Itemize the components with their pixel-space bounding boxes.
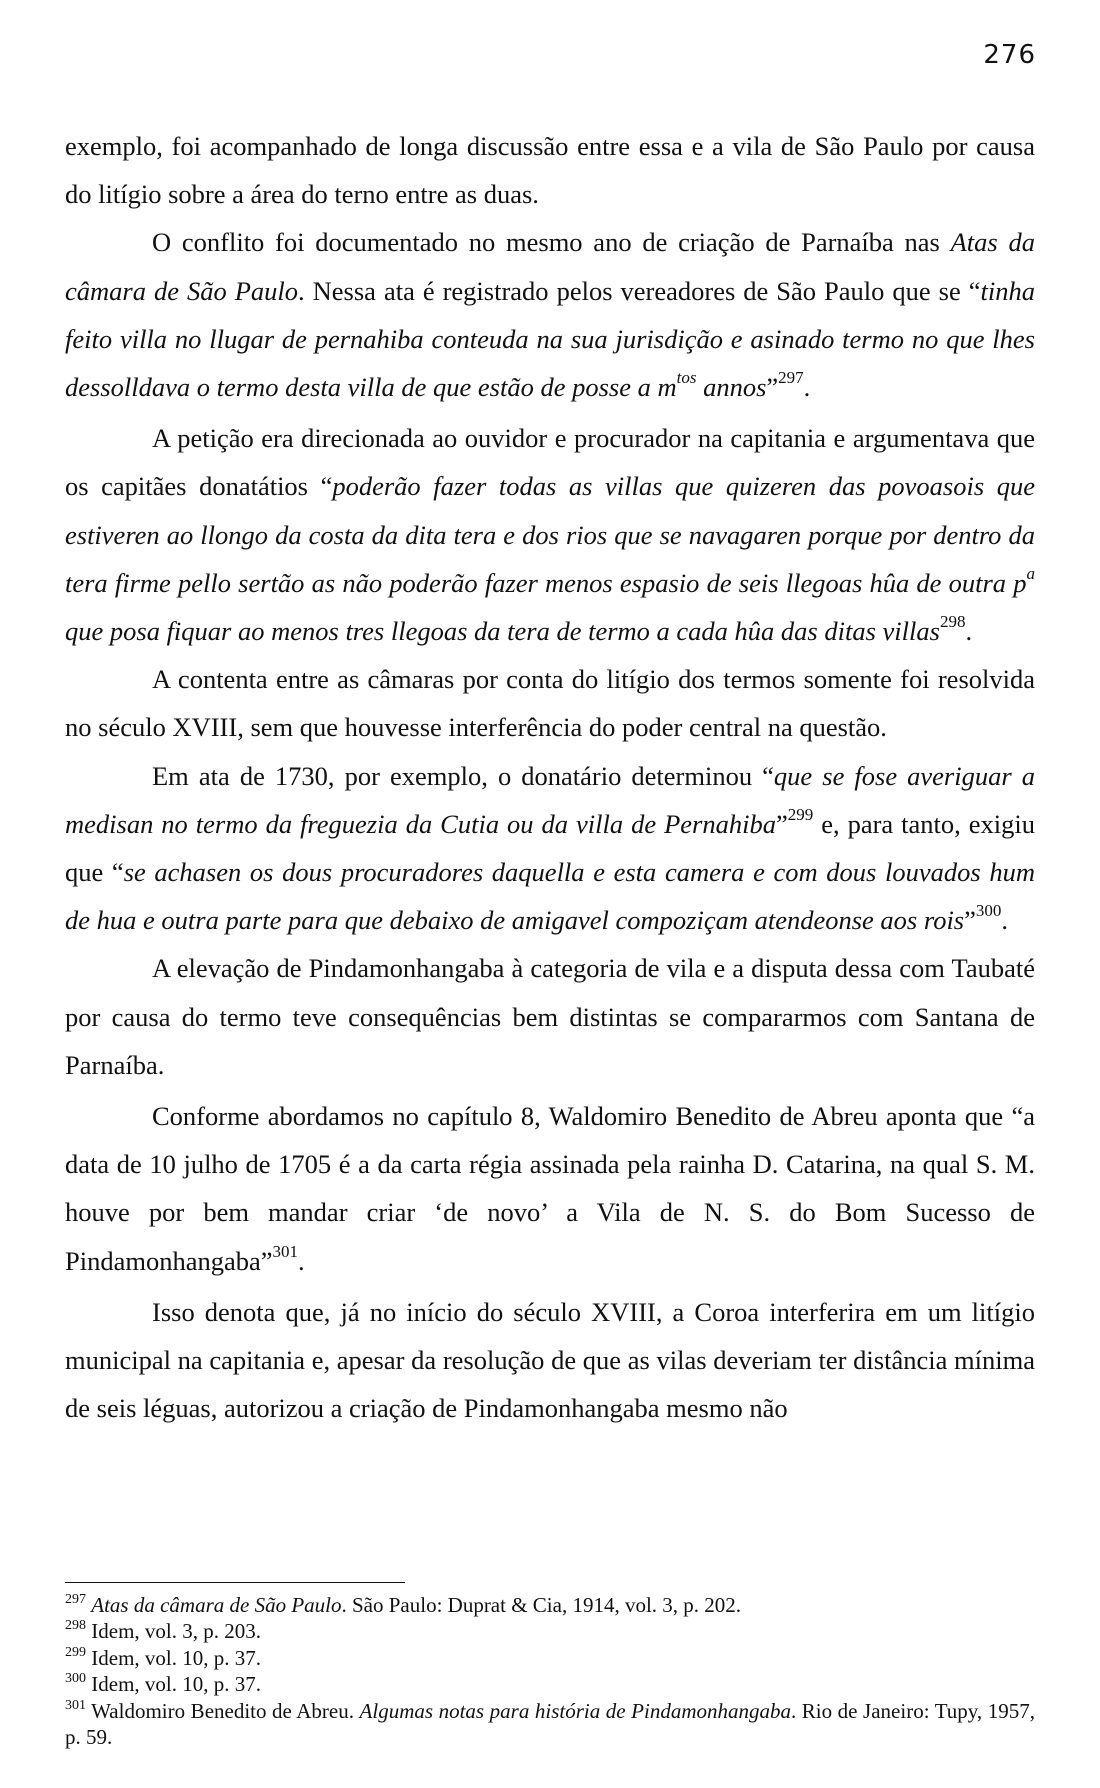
closing-quote: ” xyxy=(766,372,779,403)
paragraph-5-period: . xyxy=(1001,905,1009,936)
quotation-italic: tinha feito villa no llugar de pernahiba conteuda na sua jurisdição e asinado termo no que lhes dessolldava o termo desta villa de que estão de posse a m xyxy=(65,275,1035,403)
body-text xyxy=(65,122,1035,1432)
paragraph-5 xyxy=(65,752,1035,945)
source-title-italic: Atas da câmara de São Paulo xyxy=(65,227,1035,306)
paragraph-7-text: Conforme abordamos no capítulo 8, Waldomiro Benedito de Abreu aponta que “a data de 10 julho de 1705 é a da carta régia assinada pela rainha D. Catarina, na qual S. M. houve por bem mandar criar ‘de novo’ a Vila de N. S. do Bom Sucesso de Pindamonhangaba” xyxy=(65,1101,1035,1276)
footnote-ref-301[interactable]: 301 xyxy=(272,1241,299,1261)
footnote-298 xyxy=(65,1618,1035,1644)
footnote-text: Idem, vol. 10, p. 37. xyxy=(86,1645,261,1670)
footnote-number: 297 xyxy=(65,1592,86,1607)
footnote-text: . São Paulo: Duprat & Cia, 1914, vol. 3, p. 202. xyxy=(341,1593,742,1617)
footnote-title-italic: Atas da câmara de São Paulo xyxy=(91,1593,342,1617)
quotation-italic: poderão fazer todas as villas que quizeren das povoasois que estiveren ao llongo da costa da dita tera e dos rios que se navagaren porque por dentro da tera firme pello sertão as não poderão fazer menos espasio de seis llegoas hûa de outra p xyxy=(65,471,1035,598)
footnote-number: 299 xyxy=(65,1644,86,1660)
paragraph-3-text-1: A petição era direcionada ao ouvidor e procurador na capitania e argumentava que os capitães donatátios “ xyxy=(65,423,1035,502)
paragraph-8-text: Isso denota que, já no início do século XVIII, a Coroa interferira em um litígio municipal na capitania e, apesar da resolução de que as vilas deveriam ter distância mínima de seis léguas, autorizou a criação de Pindamonhangaba mesmo não xyxy=(65,1296,1035,1424)
abbreviation-superscript: tos xyxy=(676,368,697,388)
paragraph-4 xyxy=(65,655,1035,751)
paragraph-6 xyxy=(65,944,1035,1089)
paragraph-1-text: exemplo, foi acompanhado de longa discussão entre essa e a vila de São Paulo por causa do litígio sobre a área do terno entre as duas. xyxy=(65,131,1035,210)
footnote-ref-299[interactable]: 299 xyxy=(787,804,814,824)
footnote-text: Idem, vol. 3, p. 203. xyxy=(86,1619,261,1644)
paragraph-8 xyxy=(65,1288,1035,1433)
footnote-ref-297[interactable]: 297 xyxy=(778,368,804,388)
footnote-title-italic: Algumas notas para história de Pindamonhangaba xyxy=(359,1698,791,1723)
footnote-number: 298 xyxy=(65,1618,86,1634)
paragraph-5-text-2: e, para tanto, exigiu que “ xyxy=(65,808,1035,888)
quotation-italic-2: se achasen os dous procuradores daquella e esta camera e com dous louvados hum de hua e outra parte para que debaixo de amigavel compoziçam atendeonse aos rois xyxy=(65,857,1035,936)
paragraph-2 xyxy=(65,218,1035,411)
closing-quote: ” xyxy=(775,808,788,839)
page-number: 276 xyxy=(983,40,1036,70)
footnote-301 xyxy=(65,1698,1035,1751)
footnote-author: Waldomiro Benedito de Abreu. xyxy=(86,1698,360,1723)
paragraph-3 xyxy=(65,414,1035,655)
footnote-text: Idem, vol. 10, p. 37. xyxy=(86,1672,261,1697)
paragraph-7-period: . xyxy=(298,1245,305,1276)
paragraph-2-text-2: . Nessa ata é registrado pelos vereadores de São Paulo que se “ xyxy=(298,275,981,306)
footnote-number: 300 xyxy=(65,1671,86,1687)
footnote-text: . Rio de Janeiro: Tupy, 1957, p. 59. xyxy=(65,1698,1035,1750)
paragraph-7 xyxy=(65,1092,1035,1285)
paragraph-2-text-1: O conflito foi documentado no mesmo ano de criação de Parnaíba nas xyxy=(152,227,951,258)
footnote-separator xyxy=(65,1582,405,1583)
footnote-299 xyxy=(65,1645,1035,1671)
footnote-ref-300[interactable]: 300 xyxy=(975,901,1002,921)
footnote-ref-298[interactable]: 298 xyxy=(939,612,966,632)
paragraph-5-text-1: Em ata de 1730, por exemplo, o donatário determinou “ xyxy=(152,760,774,791)
footnote-300 xyxy=(65,1671,1035,1697)
paragraph-3-period: . xyxy=(965,616,973,647)
paragraph-1 xyxy=(65,122,1035,218)
quotation-italic: que se fose averiguar a medisan no termo da freguezia da Cutia ou da villa de Pernahiba xyxy=(65,760,1035,839)
paragraph-6-text: A elevação de Pindamonhangaba à categoria de vila e a disputa dessa com Taubaté por causa do termo teve consequências bem distintas se compararmos com Santana de Parnaíba. xyxy=(65,953,1035,1080)
closing-quote-2: ” xyxy=(964,905,976,936)
abbreviation-superscript: a xyxy=(1026,563,1035,583)
footnotes xyxy=(65,1592,1035,1750)
quotation-italic-end: annos xyxy=(696,372,767,403)
quotation-italic-end: que posa fiquar ao menos tres llegoas da tera de termo a cada hûa das ditas villas xyxy=(65,616,940,647)
footnote-number: 301 xyxy=(65,1697,86,1713)
paragraph-2-period: . xyxy=(803,372,811,403)
footnote-297 xyxy=(65,1592,1035,1618)
paragraph-4-text: A contenta entre as câmaras por conta do litígio dos termos somente foi resolvida no século XVIII, sem que houvesse interferência do poder central na questão. xyxy=(65,664,1035,743)
